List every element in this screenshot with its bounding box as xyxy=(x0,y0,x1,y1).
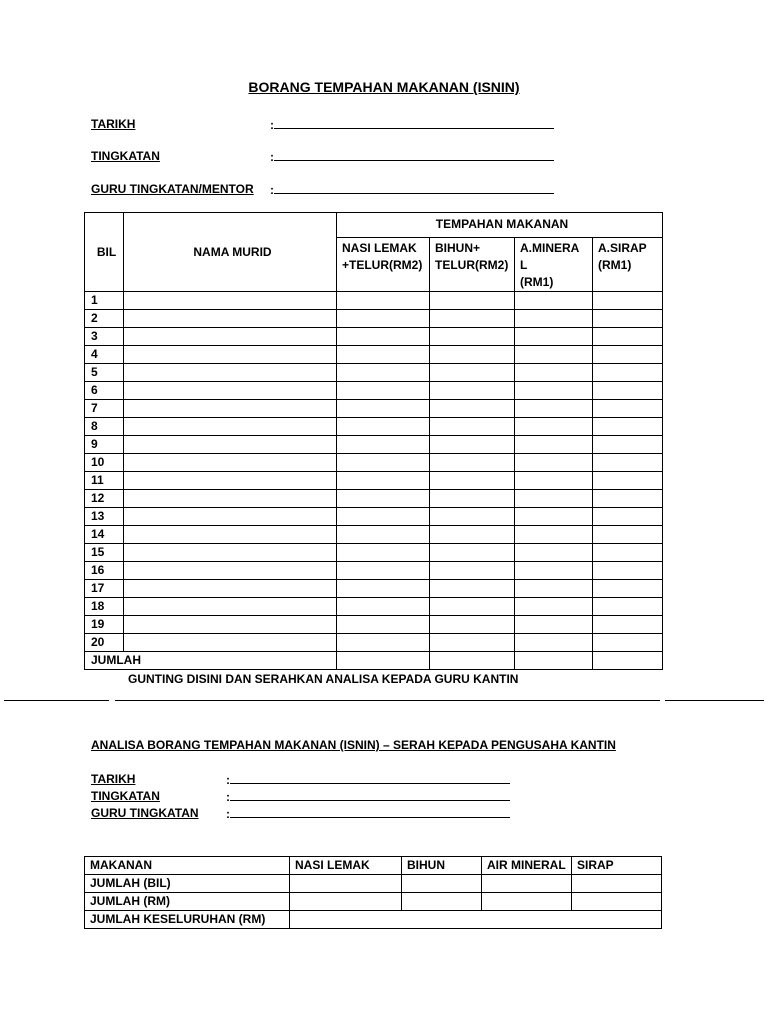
nama-murid-cell[interactable] xyxy=(124,634,337,652)
table-row xyxy=(85,418,663,436)
nasi-lemak-cell[interactable] xyxy=(337,292,430,310)
bihun-cell[interactable] xyxy=(430,382,515,400)
air-mineral-cell[interactable] xyxy=(515,310,593,328)
bihun-cell[interactable] xyxy=(430,436,515,454)
field-tarikh[interactable]: : xyxy=(270,117,554,132)
table-row xyxy=(85,310,663,328)
summary-header-makanan: MAKANAN xyxy=(85,857,290,875)
air-mineral-cell[interactable] xyxy=(515,580,593,598)
sirap-cell[interactable] xyxy=(593,526,663,544)
tingkatan-blank-line xyxy=(274,149,554,161)
tempahan-group-header: TEMPAHAN MAKANAN xyxy=(337,213,663,238)
nama-murid-cell[interactable] xyxy=(124,310,337,328)
row-number: 18 xyxy=(85,598,124,616)
sirap-cell[interactable] xyxy=(593,580,663,598)
analysis-label-tarikh: TARIKH xyxy=(91,772,136,786)
nama-murid-cell[interactable] xyxy=(124,472,337,490)
cut-note: GUNTING DISINI DAN SERAHKAN ANALISA KEPADA GURU KANTIN xyxy=(128,672,519,686)
form-title: BORANG TEMPAHAN MAKANAN (ISNIN) xyxy=(248,79,520,95)
nama-murid-cell[interactable] xyxy=(124,580,337,598)
table-row xyxy=(85,490,663,508)
summary-row-label: JUMLAH (RM) xyxy=(85,893,290,911)
row-number: 11 xyxy=(85,472,124,490)
nama-murid-cell[interactable] xyxy=(124,616,337,634)
row-number: 1 xyxy=(85,292,124,310)
summary-row-label: JUMLAH KESELURUHAN (RM) xyxy=(85,911,290,929)
bihun-cell[interactable] xyxy=(430,598,515,616)
nasi-lemak-cell[interactable] xyxy=(337,454,430,472)
summary-row-label: JUMLAH (BIL) xyxy=(85,875,290,893)
summary-grand-total-cell[interactable] xyxy=(290,911,662,929)
summary-cell[interactable] xyxy=(572,893,662,911)
table-row xyxy=(85,292,663,310)
bihun-cell[interactable] xyxy=(430,400,515,418)
sirap-cell[interactable] xyxy=(593,598,663,616)
table-row xyxy=(85,616,663,634)
col-nama-header: NAMA MURID xyxy=(124,213,337,292)
sirap-cell[interactable] xyxy=(593,616,663,634)
sirap-cell[interactable] xyxy=(593,310,663,328)
cut-line-left xyxy=(4,700,109,701)
row-number: 15 xyxy=(85,544,124,562)
air-mineral-cell[interactable] xyxy=(515,634,593,652)
analysis-title: ANALISA BORANG TEMPAHAN MAKANAN (ISNIN) – SERAH KEPADA PENGUSAHA KANTIN xyxy=(91,738,616,752)
row-number: 14 xyxy=(85,526,124,544)
nasi-lemak-cell[interactable] xyxy=(337,400,430,418)
jumlah-sirap[interactable] xyxy=(593,652,663,670)
nama-murid-cell[interactable] xyxy=(124,328,337,346)
air-mineral-cell[interactable] xyxy=(515,508,593,526)
sirap-cell[interactable] xyxy=(593,382,663,400)
bihun-cell[interactable] xyxy=(430,346,515,364)
table-row xyxy=(85,562,663,580)
food-col-nasi-lemak: NASI LEMAK +TELUR(RM2) xyxy=(337,238,430,292)
jumlah-air-mineral[interactable] xyxy=(515,652,593,670)
table-row xyxy=(85,472,663,490)
table-row xyxy=(85,580,663,598)
nama-murid-cell[interactable] xyxy=(124,454,337,472)
sirap-cell[interactable] xyxy=(593,364,663,382)
table-row xyxy=(85,526,663,544)
row-number: 6 xyxy=(85,382,124,400)
analysis-label-guru: GURU TINGKATAN xyxy=(91,806,199,820)
nasi-lemak-cell[interactable] xyxy=(337,598,430,616)
nasi-lemak-cell[interactable] xyxy=(337,310,430,328)
sirap-cell[interactable] xyxy=(593,436,663,454)
nasi-lemak-cell[interactable] xyxy=(337,364,430,382)
row-number: 4 xyxy=(85,346,124,364)
air-mineral-cell[interactable] xyxy=(515,472,593,490)
nama-murid-cell[interactable] xyxy=(124,598,337,616)
bihun-cell[interactable] xyxy=(430,310,515,328)
row-number: 5 xyxy=(85,364,124,382)
summary-cell[interactable] xyxy=(290,875,402,893)
air-mineral-cell[interactable] xyxy=(515,544,593,562)
sirap-cell[interactable] xyxy=(593,292,663,310)
field-label-tingkatan: TINGKATAN xyxy=(91,149,160,163)
summary-table xyxy=(84,856,662,929)
analysis-guru-line xyxy=(230,806,510,818)
nama-murid-cell[interactable] xyxy=(124,436,337,454)
row-number: 3 xyxy=(85,328,124,346)
air-mineral-cell[interactable] xyxy=(515,400,593,418)
sirap-cell[interactable] xyxy=(593,544,663,562)
summary-header-air-mineral: AIR MINERAL xyxy=(482,857,572,875)
nama-murid-cell[interactable] xyxy=(124,418,337,436)
row-number: 17 xyxy=(85,580,124,598)
nasi-lemak-cell[interactable] xyxy=(337,490,430,508)
analysis-label-tingkatan: TINGKATAN xyxy=(91,789,160,803)
air-mineral-cell[interactable] xyxy=(515,562,593,580)
bihun-cell[interactable] xyxy=(430,454,515,472)
food-col-bihun: BIHUN+ TELUR(RM2) xyxy=(430,238,515,292)
sirap-cell[interactable] xyxy=(593,418,663,436)
summary-cell[interactable] xyxy=(402,875,482,893)
table-row xyxy=(85,382,663,400)
col-bil-header: BIL xyxy=(85,213,124,292)
bihun-cell[interactable] xyxy=(430,580,515,598)
nasi-lemak-cell[interactable] xyxy=(337,544,430,562)
bihun-cell[interactable] xyxy=(430,364,515,382)
table-row xyxy=(85,454,663,472)
air-mineral-cell[interactable] xyxy=(515,598,593,616)
table-row xyxy=(85,436,663,454)
nasi-lemak-cell[interactable] xyxy=(337,562,430,580)
bihun-cell[interactable] xyxy=(430,508,515,526)
row-number: 2 xyxy=(85,310,124,328)
nasi-lemak-cell[interactable] xyxy=(337,382,430,400)
nama-murid-cell[interactable] xyxy=(124,508,337,526)
summary-cell[interactable] xyxy=(290,893,402,911)
table-row xyxy=(85,544,663,562)
food-col-air-mineral: A.MINERA L (RM1) xyxy=(515,238,593,292)
nama-murid-cell[interactable] xyxy=(124,364,337,382)
row-number: 13 xyxy=(85,508,124,526)
table-row xyxy=(85,328,663,346)
air-mineral-cell[interactable] xyxy=(515,418,593,436)
row-number: 7 xyxy=(85,400,124,418)
air-mineral-cell[interactable] xyxy=(515,490,593,508)
jumlah-bihun[interactable] xyxy=(430,652,515,670)
table-row xyxy=(85,598,663,616)
bihun-cell[interactable] xyxy=(430,634,515,652)
table-row xyxy=(85,634,663,652)
analysis-field-guru[interactable]: : xyxy=(226,806,510,821)
summary-cell[interactable] xyxy=(402,893,482,911)
field-guru[interactable]: : xyxy=(270,182,554,197)
nasi-lemak-cell[interactable] xyxy=(337,346,430,364)
nasi-lemak-cell[interactable] xyxy=(337,472,430,490)
air-mineral-cell[interactable] xyxy=(515,346,593,364)
bihun-cell[interactable] xyxy=(430,526,515,544)
nama-murid-cell[interactable] xyxy=(124,400,337,418)
cut-line-middle xyxy=(115,700,660,701)
analysis-field-tarikh[interactable]: : xyxy=(226,772,510,787)
bihun-cell[interactable] xyxy=(430,472,515,490)
nama-murid-cell[interactable] xyxy=(124,490,337,508)
air-mineral-cell[interactable] xyxy=(515,616,593,634)
analysis-tarikh-line xyxy=(230,772,510,784)
air-mineral-cell[interactable] xyxy=(515,292,593,310)
nasi-lemak-cell[interactable] xyxy=(337,328,430,346)
nasi-lemak-cell[interactable] xyxy=(337,418,430,436)
sirap-cell[interactable] xyxy=(593,508,663,526)
nama-murid-cell[interactable] xyxy=(124,526,337,544)
table-row xyxy=(85,400,663,418)
air-mineral-cell[interactable] xyxy=(515,382,593,400)
table-row xyxy=(85,346,663,364)
field-tingkatan[interactable]: : xyxy=(270,149,554,164)
tarikh-blank-line xyxy=(274,117,554,129)
row-number: 16 xyxy=(85,562,124,580)
bihun-cell[interactable] xyxy=(430,418,515,436)
row-number: 19 xyxy=(85,616,124,634)
row-number: 9 xyxy=(85,436,124,454)
bihun-cell[interactable] xyxy=(430,292,515,310)
nama-murid-cell[interactable] xyxy=(124,346,337,364)
row-number: 12 xyxy=(85,490,124,508)
bihun-cell[interactable] xyxy=(430,616,515,634)
sirap-cell[interactable] xyxy=(593,634,663,652)
jumlah-label: JUMLAH xyxy=(85,652,337,670)
bihun-cell[interactable] xyxy=(430,328,515,346)
air-mineral-cell[interactable] xyxy=(515,526,593,544)
analysis-tingkatan-line xyxy=(230,789,510,801)
nama-murid-cell[interactable] xyxy=(124,562,337,580)
summary-header-nasi-lemak: NASI LEMAK xyxy=(290,857,402,875)
summary-cell[interactable] xyxy=(572,875,662,893)
nasi-lemak-cell[interactable] xyxy=(337,508,430,526)
nasi-lemak-cell[interactable] xyxy=(337,436,430,454)
guru-blank-line xyxy=(274,182,554,194)
food-col-sirap: A.SIRAP (RM1) xyxy=(593,238,663,292)
field-label-guru: GURU TINGKATAN/MENTOR xyxy=(91,182,254,196)
air-mineral-cell[interactable] xyxy=(515,328,593,346)
nasi-lemak-cell[interactable] xyxy=(337,634,430,652)
row-number: 20 xyxy=(85,634,124,652)
bihun-cell[interactable] xyxy=(430,544,515,562)
row-number: 8 xyxy=(85,418,124,436)
summary-header-sirap: SIRAP xyxy=(572,857,662,875)
air-mineral-cell[interactable] xyxy=(515,454,593,472)
nasi-lemak-cell[interactable] xyxy=(337,580,430,598)
row-number: 10 xyxy=(85,454,124,472)
analysis-field-tingkatan[interactable]: : xyxy=(226,789,510,804)
sirap-cell[interactable] xyxy=(593,454,663,472)
sirap-cell[interactable] xyxy=(593,346,663,364)
nama-murid-cell[interactable] xyxy=(124,292,337,310)
sirap-cell[interactable] xyxy=(593,472,663,490)
order-table xyxy=(84,212,663,670)
bihun-cell[interactable] xyxy=(430,562,515,580)
nama-murid-cell[interactable] xyxy=(124,544,337,562)
sirap-cell[interactable] xyxy=(593,490,663,508)
summary-cell[interactable] xyxy=(482,875,572,893)
jumlah-nasi-lemak[interactable] xyxy=(337,652,430,670)
air-mineral-cell[interactable] xyxy=(515,436,593,454)
cut-line-right xyxy=(665,700,764,701)
nasi-lemak-cell[interactable] xyxy=(337,526,430,544)
field-label-tarikh: TARIKH xyxy=(91,117,136,131)
nama-murid-cell[interactable] xyxy=(124,382,337,400)
bihun-cell[interactable] xyxy=(430,490,515,508)
summary-cell[interactable] xyxy=(482,893,572,911)
sirap-cell[interactable] xyxy=(593,562,663,580)
sirap-cell[interactable] xyxy=(593,400,663,418)
table-row xyxy=(85,364,663,382)
sirap-cell[interactable] xyxy=(593,328,663,346)
table-row xyxy=(85,508,663,526)
summary-header-bihun: BIHUN xyxy=(402,857,482,875)
air-mineral-cell[interactable] xyxy=(515,364,593,382)
nasi-lemak-cell[interactable] xyxy=(337,616,430,634)
